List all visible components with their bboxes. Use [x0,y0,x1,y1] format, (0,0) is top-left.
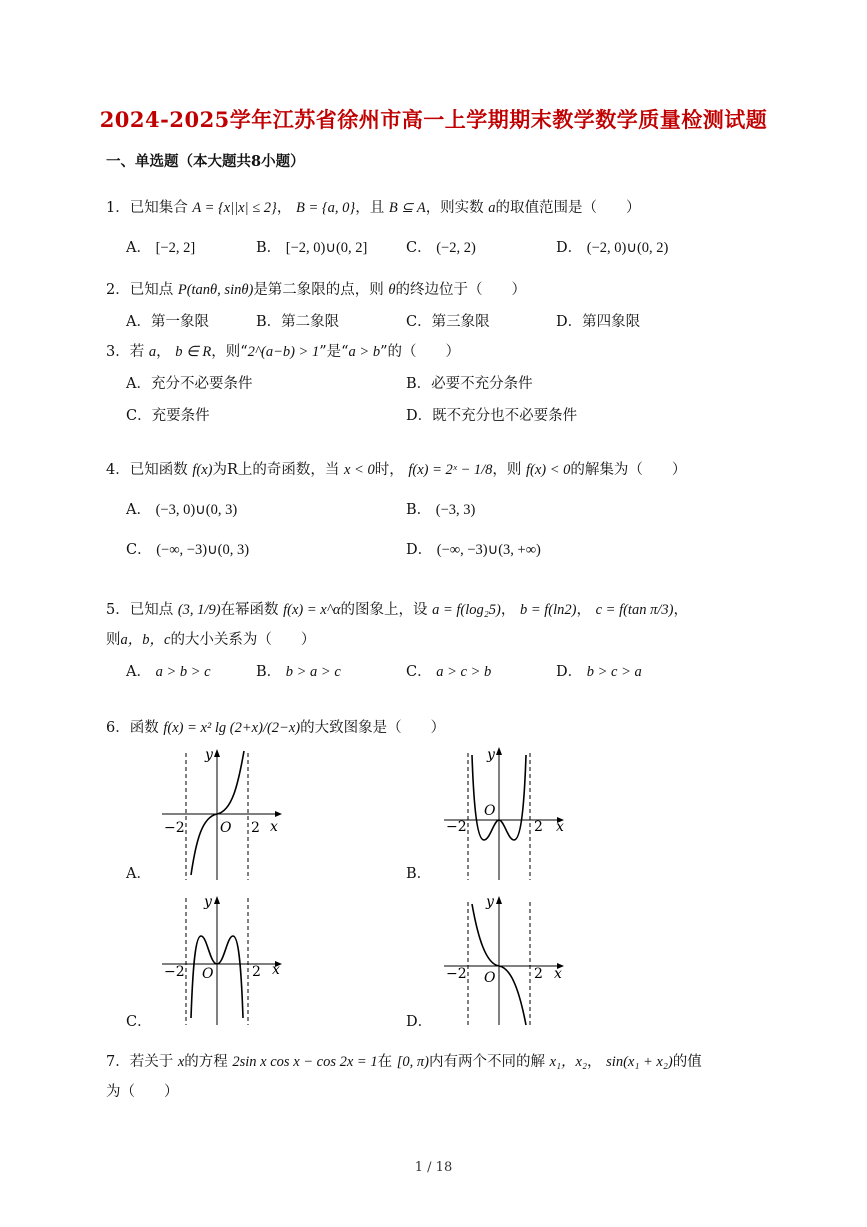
q1-text-c: ，则实数 [425,200,484,216]
q1-option-a[interactable]: A． [−2, 2] [126,240,196,256]
q4-option-b[interactable]: B． (−3, 3) [406,502,476,518]
q1-text-b: ，且 [355,200,385,216]
svg-text:2: 2 [252,964,261,980]
q1-text-a: 已知集合 [129,200,188,216]
q5-option-d[interactable]: D． b > c > a [556,664,642,680]
svg-text:−2: −2 [446,966,467,982]
svg-text:−2: −2 [446,819,467,835]
q1-set-a: A = {x||x| ≤ 2} [192,200,277,216]
q6-option-b[interactable]: B． [406,866,432,882]
q3-option-a[interactable]: A．充分不必要条件 [126,376,253,392]
question-7-line-2: 为（ ） [106,1084,179,1100]
graph-b [432,745,572,885]
graph-d [432,890,572,1030]
q3-option-d[interactable]: D．既不充分也不必要条件 [406,408,578,424]
page-number: 1 / 18 [414,1160,453,1175]
graph-a [150,745,290,885]
q5-option-a[interactable]: A． a > b > c [126,664,211,680]
question-5-line-2: 则a，b，c的大小关系为（ ） [106,632,316,648]
q1-option-b[interactable]: B． [−2, 0)∪(0, 2] [256,240,368,256]
q5-option-c[interactable]: C． a > c > b [406,664,492,680]
q2-var: θ [388,282,396,298]
svg-text:2: 2 [534,819,543,835]
q1-number: 1． [106,200,130,216]
q4-option-a[interactable]: A． (−3, 0)∪(0, 3) [126,502,238,518]
page-title: 2024-2025学年江苏省徐州市高一上学期期末教学数学质量检测试题 [99,107,768,132]
svg-text:O: O [202,966,214,982]
svg-text:x: x [556,819,564,835]
q1-set-b: B = {a, 0} [295,200,356,216]
q2-option-d[interactable]: D．第四象限 [556,314,641,330]
svg-text:O: O [484,803,496,819]
svg-text:2: 2 [251,820,260,836]
q1-text-d: 的取值范围是（ ） [495,200,641,216]
question-1 [106,198,641,218]
question-7: 7．若关于 x的方程 2sin x cos x − cos 2x = 1在 [0, π)内有两个不同的解 x₁，x₂， sin(x₁ + x₂)的值 [106,1054,702,1070]
svg-text:2: 2 [534,966,543,982]
svg-text:O: O [484,970,496,986]
q1-var: a [488,200,496,216]
svg-text:y: y [205,747,213,763]
svg-text:−2: −2 [164,964,185,980]
section-heading: 一、单选题（本大题共8小题） [106,153,305,170]
q3-option-b[interactable]: B．必要不充分条件 [406,376,533,392]
q4-option-c[interactable]: C． (−∞, −3)∪(0, 3) [126,542,250,558]
q2-option-a[interactable]: A．第一象限 [126,314,209,330]
svg-text:y: y [486,894,494,910]
q4-option-d[interactable]: D． (−∞, −3)∪(3, +∞) [406,542,541,558]
svg-text:x: x [272,962,280,978]
q2-option-c[interactable]: C．第三象限 [406,314,490,330]
svg-text:x: x [554,966,562,982]
q1-sep: ， [276,200,292,216]
graph-c [150,890,290,1030]
q6-option-a[interactable]: A． [126,866,151,882]
svg-text:x: x [270,819,278,835]
svg-text:y: y [204,894,212,910]
q6-option-c[interactable]: C． [126,1014,152,1030]
question-5: 5．已知点 (3, 1/9)在幂函数 f(x) = x^α的图象上，设 a = f(log₂5)， b = f(ln2)， c = f(tan π/3)， [106,602,688,618]
q1-condition: B ⊆ A [388,200,426,216]
svg-text:O: O [220,820,232,836]
svg-text:−2: −2 [164,820,185,836]
q3-option-c[interactable]: C．充要条件 [126,408,210,424]
q2-point: P(tanθ, sinθ) [177,282,254,298]
question-6: 6．函数 f(x) = x² lg (2+x)/(2−x)的大致图象是（ ） [106,720,446,736]
question-3: 3．若 a， b ∈ R，则“2^(a−b) > 1”是“a > b”的（ ） [106,344,461,360]
q5-option-b[interactable]: B． b > a > c [256,664,341,680]
question-2: 2．已知点 P(tanθ, sinθ)是第二象限的点，则 θ的终边位于（ ） [106,282,527,298]
q2-option-b[interactable]: B．第二象限 [256,314,340,330]
svg-text:y: y [487,747,495,763]
q1-option-c[interactable]: C． (−2, 2) [406,240,476,256]
q6-option-d[interactable]: D． [406,1014,433,1030]
q1-option-d[interactable]: D． (−2, 0)∪(0, 2) [556,240,669,256]
question-4: 4．已知函数 f(x)为R上的奇函数，当 x < 0时， f(x) = 2ˣ − 1/8，则 f(x) < 0的解集为（ ） [106,462,687,478]
